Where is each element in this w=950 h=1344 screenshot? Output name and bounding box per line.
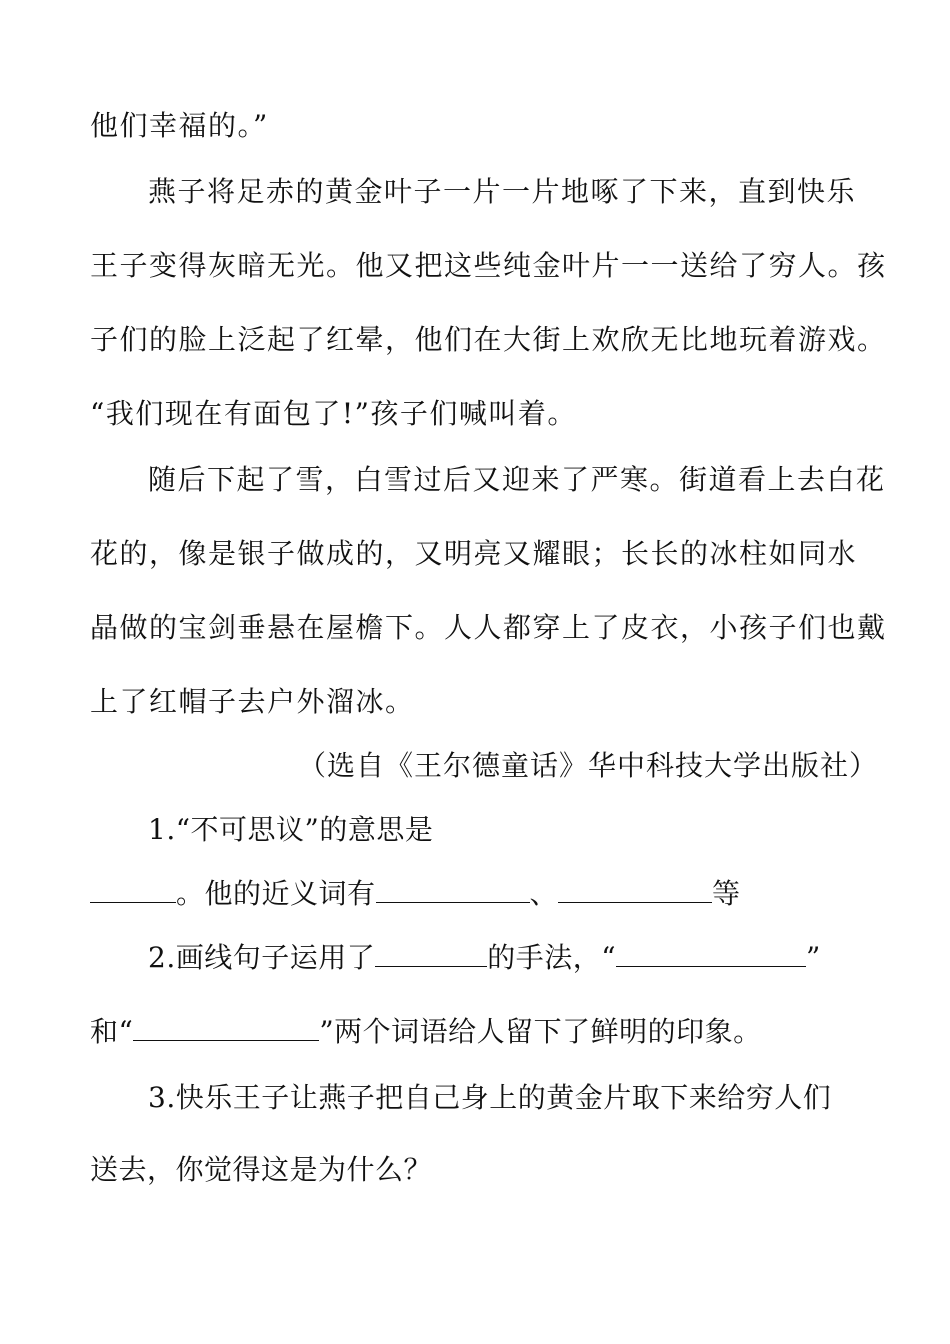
question-text: 等 bbox=[712, 877, 741, 910]
answer-blank-meaning[interactable] bbox=[90, 876, 176, 903]
story-line: 上了红帽子去户外溜冰。 bbox=[90, 685, 415, 718]
question-1: 1.“不可思议”的意思是 bbox=[148, 813, 434, 846]
question-2-line-1 bbox=[148, 940, 821, 976]
answer-blank-synonym-1[interactable] bbox=[376, 876, 530, 903]
question-text: 和“ bbox=[90, 1015, 134, 1048]
answer-blank-word-2[interactable] bbox=[133, 1014, 319, 1041]
question-text: 2.画线句子运用了 bbox=[148, 941, 376, 974]
question-2-line-2 bbox=[90, 1014, 762, 1050]
question-3-continued: 送去，你觉得这是为什么？ bbox=[90, 1153, 433, 1186]
answer-blank-synonym-2[interactable] bbox=[558, 876, 712, 903]
question-3: 3.快乐王子让燕子把自己身上的黄金片取下来给穷人们 bbox=[148, 1081, 832, 1114]
answer-blank-word-1[interactable] bbox=[616, 940, 806, 967]
story-line: “我们现在有面包了!”孩子们喊叫着。 bbox=[90, 397, 577, 430]
story-line: 花的，像是银子做成的，又明亮又耀眼；长长的冰柱如同水 bbox=[90, 537, 858, 570]
answer-blank-technique[interactable] bbox=[375, 940, 487, 967]
story-line: 晶做的宝剑垂悬在屋檐下。人人都穿上了皮衣，小孩子们也戴 bbox=[90, 611, 887, 644]
story-line: 燕子将足赤的黄金叶子一片一片地啄了下来，直到快乐 bbox=[148, 175, 857, 208]
story-line: 他们幸福的。” bbox=[90, 109, 269, 142]
story-line: 子们的脸上泛起了红晕，他们在大街上欢欣无比地玩着游戏。 bbox=[90, 323, 887, 356]
question-text: ” bbox=[806, 941, 821, 974]
question-text: 、 bbox=[529, 877, 559, 910]
question-text: 的手法，“ bbox=[487, 941, 617, 974]
story-line: 随后下起了雪，白雪过后又迎来了严寒。街道看上去白花 bbox=[148, 463, 886, 496]
question-text: 。他的近义词有 bbox=[176, 877, 376, 910]
question-text: ”两个词语给人留下了鲜明的印象。 bbox=[319, 1015, 762, 1048]
story-line: 王子变得灰暗无光。他又把这些纯金叶片一一送给了穷人。孩 bbox=[90, 249, 887, 282]
source-citation: （选自《王尔德童话》华中科技大学出版社） bbox=[298, 749, 879, 782]
question-1-answer-line bbox=[90, 876, 741, 912]
